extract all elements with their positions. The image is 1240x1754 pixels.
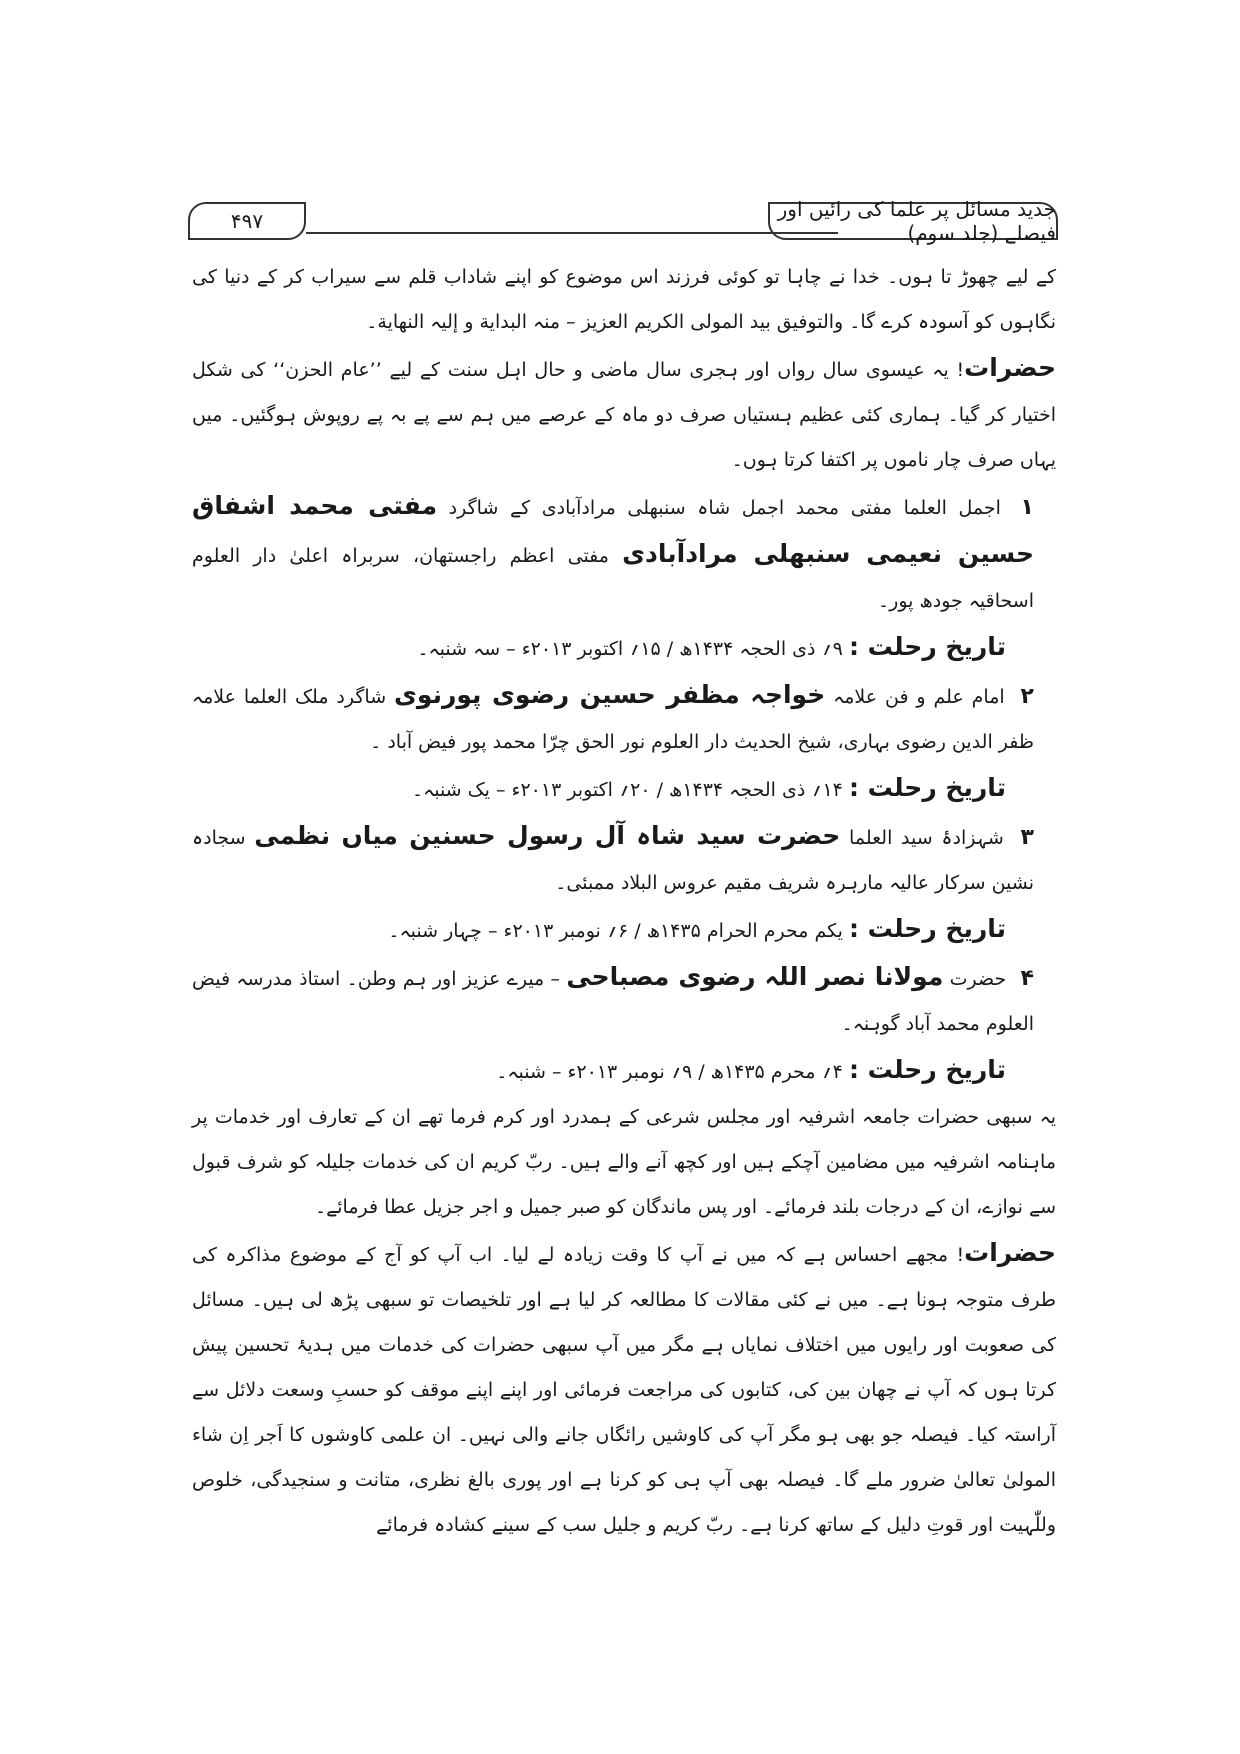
list-item xyxy=(192,813,1056,906)
date-value: یکم محرم الحرام ۱۴۳۵ھ / ۶؍ نومبر ۲۰۱۳ء – چہار شنبہ۔ xyxy=(388,920,843,942)
list-item xyxy=(192,672,1056,765)
list-item xyxy=(192,954,1056,1047)
paragraph-closing xyxy=(192,1230,1056,1548)
page-number: ۴۹۷ xyxy=(188,202,306,240)
date-label: تاریخ رحلت : xyxy=(848,1055,1006,1084)
item-number: ۳ xyxy=(1020,825,1034,850)
item-post: – میرے عزیز اور ہم وطن۔ استاذ مدرسہ فیض العلوم محمد آباد گوہنہ۔ xyxy=(192,968,1034,1035)
date-line xyxy=(192,765,1056,813)
header-rule xyxy=(306,232,838,234)
paragraph-announcement xyxy=(192,345,1056,483)
paragraph-intro: کے لیے چھوڑ تا ہوں۔ خدا نے چاہا تو کوئی فرزند اس موضوع کو اپنے شاداب قلم سے سیراب کر کے دنیا کی نگاہوں کو آسودہ کرے گا۔ والتوفیق بید المولی الکریم العزیز – منہ البدایة و إلیہ النهایة۔ xyxy=(192,266,1056,333)
list-item xyxy=(192,483,1056,624)
date-value: ۱۴؍ ذی الحجہ ۱۴۳۴ھ / ۲۰؍ اکتوبر ۲۰۱۳ء – یک شنبہ۔ xyxy=(411,779,843,801)
item-pre: شہزادۂ سید العلما xyxy=(849,827,1004,849)
item-post: سجادہ نشین سرکار عالیہ مارہرہ شریف مقیم عروس البلاد ممبئی۔ xyxy=(192,827,1034,894)
date-value: ۹؍ ذی الحجہ ۱۴۳۴ھ / ۱۵؍ اکتوبر ۲۰۱۳ء – سہ شنبہ۔ xyxy=(417,638,843,660)
item-post: شاگرد ملک العلما علامہ ظفر الدین رضوی بہاری، شیخ الحدیث دار العلوم نور الحق چرّا محمد پور فیض آباد ۔ xyxy=(192,686,1034,753)
lead-word: حضرات xyxy=(964,353,1056,382)
date-value: ۴؍ محرم ۱۴۳۵ھ / ۹؍ نومبر ۲۰۱۳ء – شنبہ۔ xyxy=(496,1061,843,1083)
date-label: تاریخ رحلت : xyxy=(848,632,1006,661)
date-label: تاریخ رحلت : xyxy=(848,914,1006,943)
item-pre: حضرت xyxy=(949,968,1007,990)
date-label: تاریخ رحلت : xyxy=(848,773,1006,802)
book-title: جدید مسائل پر علما کی رائیں اور فیصلے (جلد سوم) xyxy=(768,202,1058,240)
page-header xyxy=(188,197,1058,245)
page-body xyxy=(192,255,1056,1548)
lead-word: حضرات xyxy=(964,1238,1056,1267)
paragraph-text: ! مجھے احساس ہے کہ میں نے آپ کا وقت زیادہ لے لیا۔ اب آپ کو آج کے موضوع مذاکرہ کی طرف متوجہ ہونا ہے۔ میں نے کئی مقالات کا مطالعہ کر لیا ہے اور تلخیصات تو سبھی پڑھ لی ہیں۔ مسائل کی صعوبت اور رایوں میں اختلاف نمایاں ہے مگر میں آپ سبھی حضرات کی خدمات میں ہدیۂ تحسین پیش کرتا ہوں کہ آپ نے چھان بین کی، کتابوں کی مراجعت فرمائی اور اپنے اپنے موقف کو حسبِ وسعت دلائل سے آراستہ کیا۔ فیصلہ جو بھی ہو مگر آپ کی کاوشیں رائگاں جانے والی نہیں۔ ان علمی کاوشوں کا اَجر اِن شاء المولیٰ تعالیٰ ضرور ملے گا۔ فیصلہ بھی آپ ہی کو کرنا ہے اور پوری بالغ نظری، متانت و سنجیدگی، خلوص وللّٰہیت اور قوتِ دلیل کے ساتھ کرنا ہے۔ ربّ کریم و جلیل سب کے سینے کشادہ فرمائے xyxy=(192,1244,1056,1536)
item-name: مولانا نصر اللہ رضوی مصباحی xyxy=(566,962,944,991)
item-name: مفتی محمد اشفاق حسین نعیمی سنبھلی مرادآبادی xyxy=(192,491,1034,568)
item-pre: اجمل العلما مفتی محمد اجمل شاہ سنبھلی مرادآبادی کے شاگرد xyxy=(448,497,1001,519)
date-line xyxy=(192,906,1056,954)
paragraph-tribute: یہ سبھی حضرات جامعہ اشرفیہ اور مجلس شرعی کے ہمدرد اور کرم فرما تھے ان کے تعارف اور خدمات پر ماہنامہ اشرفیہ میں مضامین آچکے ہیں اور کچھ آنے والے ہیں۔ ربّ کریم ان کی خدمات جلیلہ کو شرف قبول سے نوازے، ان کے درجات بلند فرمائے۔ اور پس ماندگان کو صبر جمیل و اجر جزیل عطا فرمائے۔ xyxy=(192,1106,1056,1218)
item-name: خواجہ مظفر حسین رضوی پورنوی xyxy=(394,680,826,709)
item-number: ۱ xyxy=(1020,495,1034,520)
item-pre: امام علم و فن علامہ xyxy=(833,686,1005,708)
item-name: حضرت سید شاہ آل رسول حسنین میاں نظمی xyxy=(254,821,841,850)
item-number: ۲ xyxy=(1020,684,1034,709)
item-post: مفتی اعظم راجستھان، سربراہ اعلیٰ دار العلوم اسحاقیہ جودھ پور۔ xyxy=(192,545,1034,612)
date-line xyxy=(192,624,1056,672)
item-number: ۴ xyxy=(1020,966,1034,991)
paragraph-text: ! یہ عیسوی سال رواں اور ہجری سال ماضی و حال اہل سنت کے لیے ’’عام الحزن‘‘ کی شکل اختیار کر گیا۔ ہماری کئی عظیم ہستیاں صرف دو ماہ کے عرصے میں ہم سے پے بہ پے روپوش ہوگئیں۔ میں یہاں صرف چار ناموں پر اکتفا کرتا ہوں۔ xyxy=(192,359,1056,471)
date-line xyxy=(192,1047,1056,1095)
